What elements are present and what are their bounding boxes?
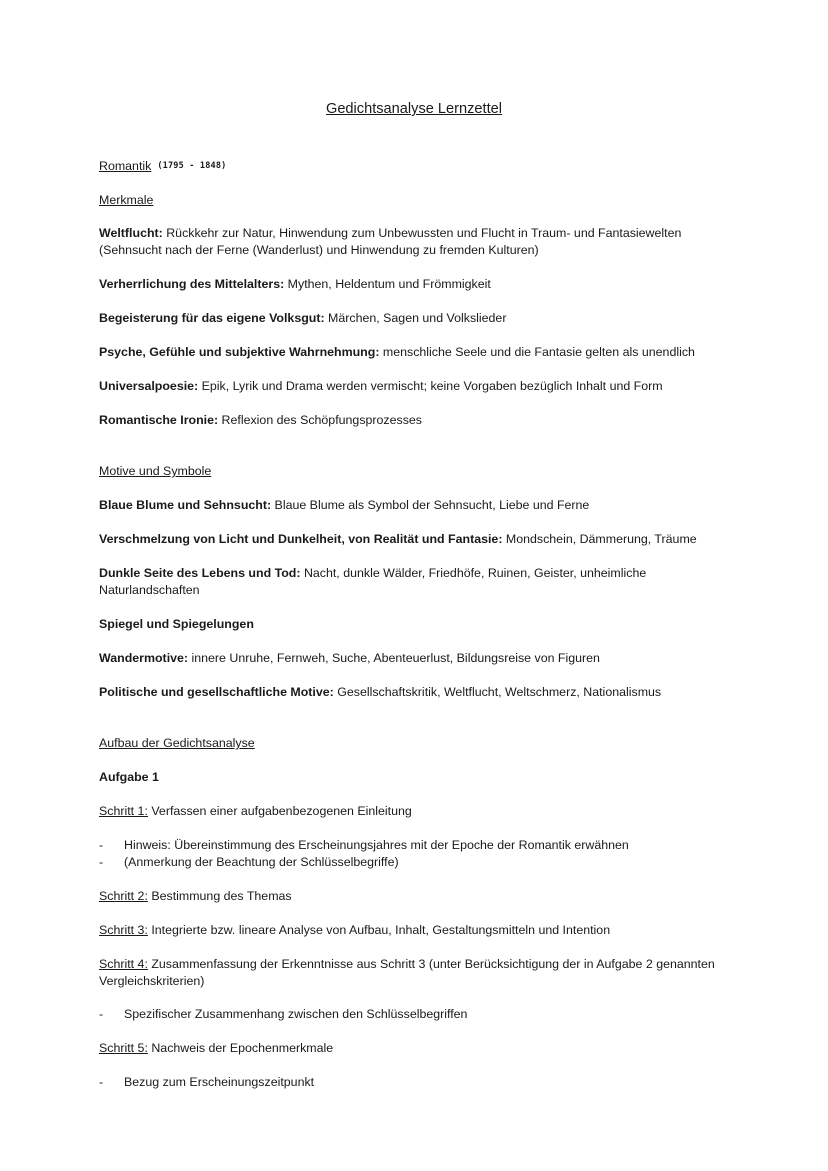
merkmal-term: Begeisterung für das eigene Volksgut: bbox=[99, 311, 325, 325]
motiv-text: Gesellschaftskritik, Weltflucht, Weltschmerz, Nationalismus bbox=[333, 685, 662, 699]
aufgabe-heading bbox=[99, 769, 739, 786]
schritt-1 bbox=[99, 803, 739, 820]
schritt-2 bbox=[99, 888, 739, 905]
merkmal-item bbox=[99, 276, 739, 293]
aufgabe-label: Aufgabe 1 bbox=[99, 770, 159, 784]
motiv-item bbox=[99, 531, 739, 548]
motiv-term: Dunkle Seite des Lebens und Tod: bbox=[99, 566, 301, 580]
merkmal-text: Rückkehr zur Natur, Hinwendung zum Unbewussten und Flucht in Traum- und Fantasiewelten (Sehnsucht nach der Ferne (Wanderlust) und Hinwendung zu fremden Kulturen) bbox=[99, 226, 682, 257]
bullet-dash: - bbox=[99, 855, 104, 869]
schritt-label: Schritt 5: bbox=[99, 1041, 148, 1055]
motiv-item bbox=[99, 684, 739, 701]
aufbau-heading: Aufbau der Gedichtsanalyse bbox=[99, 736, 255, 750]
merkmal-text: Märchen, Sagen und Volkslieder bbox=[324, 311, 507, 325]
motiv-item bbox=[99, 565, 699, 599]
motiv-text: Mondschein, Dämmerung, Träume bbox=[502, 532, 697, 546]
schritt-text: Nachweis der Epochenmerkmale bbox=[147, 1041, 334, 1055]
merkmal-text: Reflexion des Schöpfungsprozesses bbox=[218, 413, 422, 427]
motiv-term: Wandermotive: bbox=[99, 651, 189, 665]
motiv-term: Spiegel und Spiegelungen bbox=[99, 617, 254, 631]
schritt-label: Schritt 3: bbox=[99, 923, 148, 937]
schritt-text: Integrierte bzw. lineare Analyse von Aufbau, Inhalt, Gestaltungsmitteln und Intention bbox=[147, 923, 611, 937]
merkmal-text: Mythen, Heldentum und Frömmigkeit bbox=[284, 277, 491, 291]
merkmal-text: menschliche Seele und die Fantasie gelten als unendlich bbox=[379, 345, 695, 359]
merkmal-item bbox=[99, 310, 739, 327]
schritt-text: Verfassen einer aufgabenbezogenen Einleitung bbox=[147, 804, 412, 818]
merkmal-item bbox=[99, 378, 739, 395]
motive-heading: Motive und Symbole bbox=[99, 464, 212, 478]
motiv-term: Blaue Blume und Sehnsucht: bbox=[99, 498, 272, 512]
motiv-item bbox=[99, 616, 739, 633]
schritt-text: Zusammenfassung der Erkenntnisse aus Schritt 3 (unter Berücksichtigung der in Aufgabe 2 genannten Vergleichskriterien) bbox=[99, 957, 715, 988]
merkmal-term: Romantische Ironie: bbox=[99, 413, 219, 427]
motiv-item bbox=[99, 497, 739, 514]
schritt-text: Bestimmung des Themas bbox=[147, 889, 292, 903]
bullet-text: Hinweis: Übereinstimmung des Erscheinungsjahres mit der Epoche der Romantik erwähnen bbox=[124, 838, 629, 852]
motiv-text: innere Unruhe, Fernweh, Suche, Abenteuerlust, Bildungsreise von Figuren bbox=[188, 651, 600, 665]
bullet-dash: - bbox=[99, 1075, 104, 1089]
merkmale-heading: Merkmale bbox=[99, 193, 154, 207]
merkmal-term: Verherrlichung des Mittelalters: bbox=[99, 277, 285, 291]
merkmal-item bbox=[99, 412, 739, 429]
schritt-5 bbox=[99, 1040, 739, 1057]
motiv-item bbox=[99, 650, 739, 667]
handwritten-years-note: (1795 - 1848) bbox=[157, 161, 227, 171]
section-heading-romantik bbox=[99, 158, 739, 177]
merkmal-term: Universalpoesie: bbox=[99, 379, 199, 393]
merkmal-item bbox=[99, 225, 739, 259]
merkmal-term: Weltflucht: bbox=[99, 226, 163, 240]
bullet-text: (Anmerkung der Beachtung der Schlüsselbegriffe) bbox=[124, 855, 399, 869]
schritt-label: Schritt 2: bbox=[99, 889, 148, 903]
merkmal-term: Psyche, Gefühle und subjektive Wahrnehmung: bbox=[99, 345, 380, 359]
motiv-term: Politische und gesellschaftliche Motive: bbox=[99, 685, 334, 699]
motiv-term: Verschmelzung von Licht und Dunkelheit, von Realität und Fantasie: bbox=[99, 532, 503, 546]
motiv-text: Nacht, dunkle Wälder, Friedhöfe, Ruinen, Geister, unheimliche Naturlandschaften bbox=[99, 566, 647, 597]
bullet-dash: - bbox=[99, 1007, 104, 1021]
schritt-label: Schritt 4: bbox=[99, 957, 148, 971]
merkmal-item bbox=[99, 344, 739, 361]
romantik-heading: Romantik bbox=[99, 159, 152, 173]
bullet-dash: - bbox=[99, 838, 104, 852]
schritt-label: Schritt 1: bbox=[99, 804, 148, 818]
schritt-4 bbox=[99, 956, 739, 990]
bullet-text: Spezifischer Zusammenhang zwischen den Schlüsselbegriffen bbox=[124, 1007, 468, 1021]
motiv-text: Blaue Blume als Symbol der Sehnsucht, Liebe und Ferne bbox=[271, 498, 590, 512]
schritt-3 bbox=[99, 922, 739, 939]
page-title: Gedichtsanalyse Lernzettel bbox=[325, 101, 503, 117]
bullet-text: Bezug zum Erscheinungszeitpunkt bbox=[124, 1075, 315, 1089]
merkmal-text: Epik, Lyrik und Drama werden vermischt; keine Vorgaben bezüglich Inhalt und Form bbox=[198, 379, 663, 393]
